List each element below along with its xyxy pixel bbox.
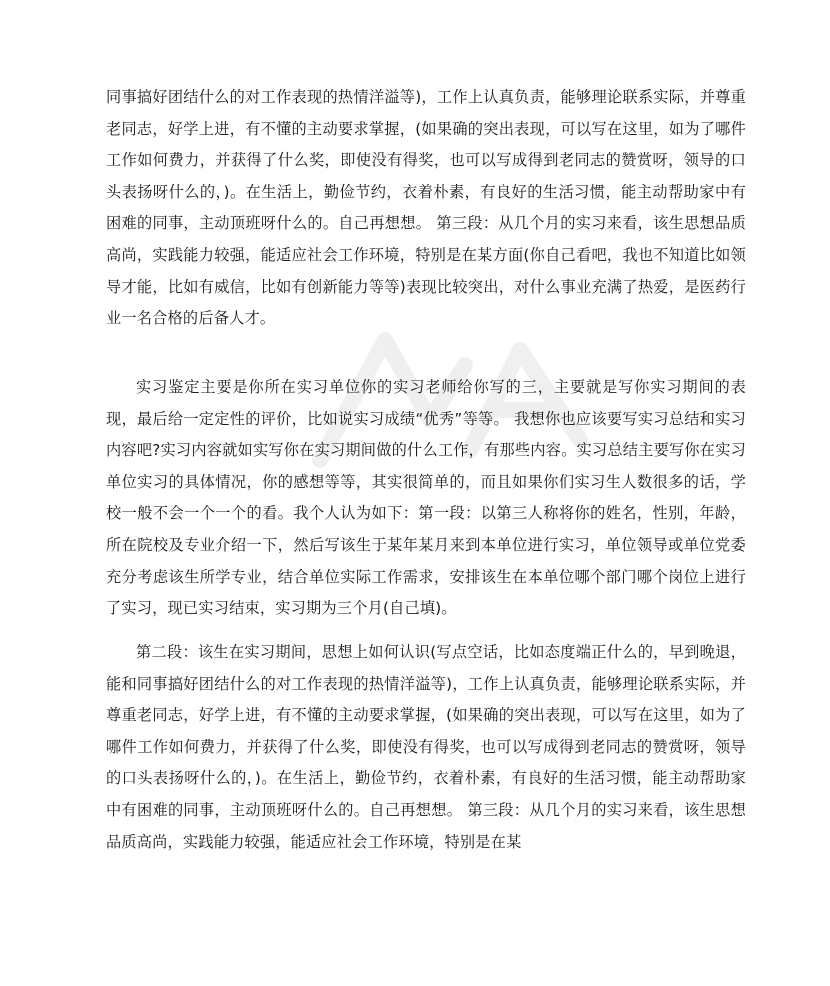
paragraph-3: 第二段：该生在实习期间，思想上如何认识(写点空话，比如态度端正什么的，早到晚退，能和同事搞好团结什么的对工作表现的热情洋溢等)，工作上认真负责，能够理论联系实际，并尊重老同志，好学上进，有不懂的主动要求掌握，(如果确的突出表现，可以写在这里，如为了哪件工作如何费力，并获得了什么奖，即使没有得奖，也可以写成得到老同志的赞赏呀，领导的口头表扬呀什么的，)。在生活上，勤俭节约，衣着朴素，有良好的生活习惯，能主动帮助家中有困难的同事，主动顶班呀什么的。自己再想想。 第三段：从几个月的实习来看，该生思想品质高尚，实践能力较强，能适应社会工作环境，特别是在某 — [106, 643, 746, 851]
paragraph-2: 实习鉴定主要是你所在实习单位你的实习老师给你写的三，主要就是写你实习期间的表现，最后给一定定性的评价，比如说实习成绩“优秀”等等。 我想你也应该要写实习总结和实习内容吧?实习内容就如实写你在实习期间做的什么工作，有那些内容。实习总结主要写你在实习单位实习的具体情况，你的感想等等，其实很简单的，而且如果你们实习生人数很多的话，学校一般不会一个一个的看。我个人认为如下：第一段：以第三人称将你的姓名，性别，年龄，所在院校及专业介绍一下，然后写该生于某年某月来到本单位进行实习，单位领导或单位党委充分考虑该生所学专业，结合单位实际工作需求，安排该生在本单位哪个部门哪个岗位上进行了实习，现已实习结束，实习期为三个月(自己填)。 — [106, 378, 746, 618]
paragraph-1: 同事搞好团结什么的对工作表现的热情洋溢等)，工作上认真负责，能够理论联系实际，并尊重老同志，好学上进，有不懂的主动要求掌握，(如果确的突出表现，可以写在这里，如为了哪件工作如何费力，并获得了什么奖，即使没有得奖，也可以写成得到老同志的赞赏呀，领导的口头表扬呀什么的，)。在生活上，勤俭节约，衣着朴素，有良好的生活习惯，能主动帮助家中有困难的同事，主动顶班呀什么的。自己再想想。 第三段：从几个月的实习来看，该生思想品质高尚，实践能力较强，能适应社会工作环境，特别是在某方面(你自己看吧，我也不知道比如领导才能，比如有威信，比如有创新能力等等)表现比较突出，对什么事业充满了热爱，是医药行业一名合格的后备人才。 — [106, 88, 746, 328]
